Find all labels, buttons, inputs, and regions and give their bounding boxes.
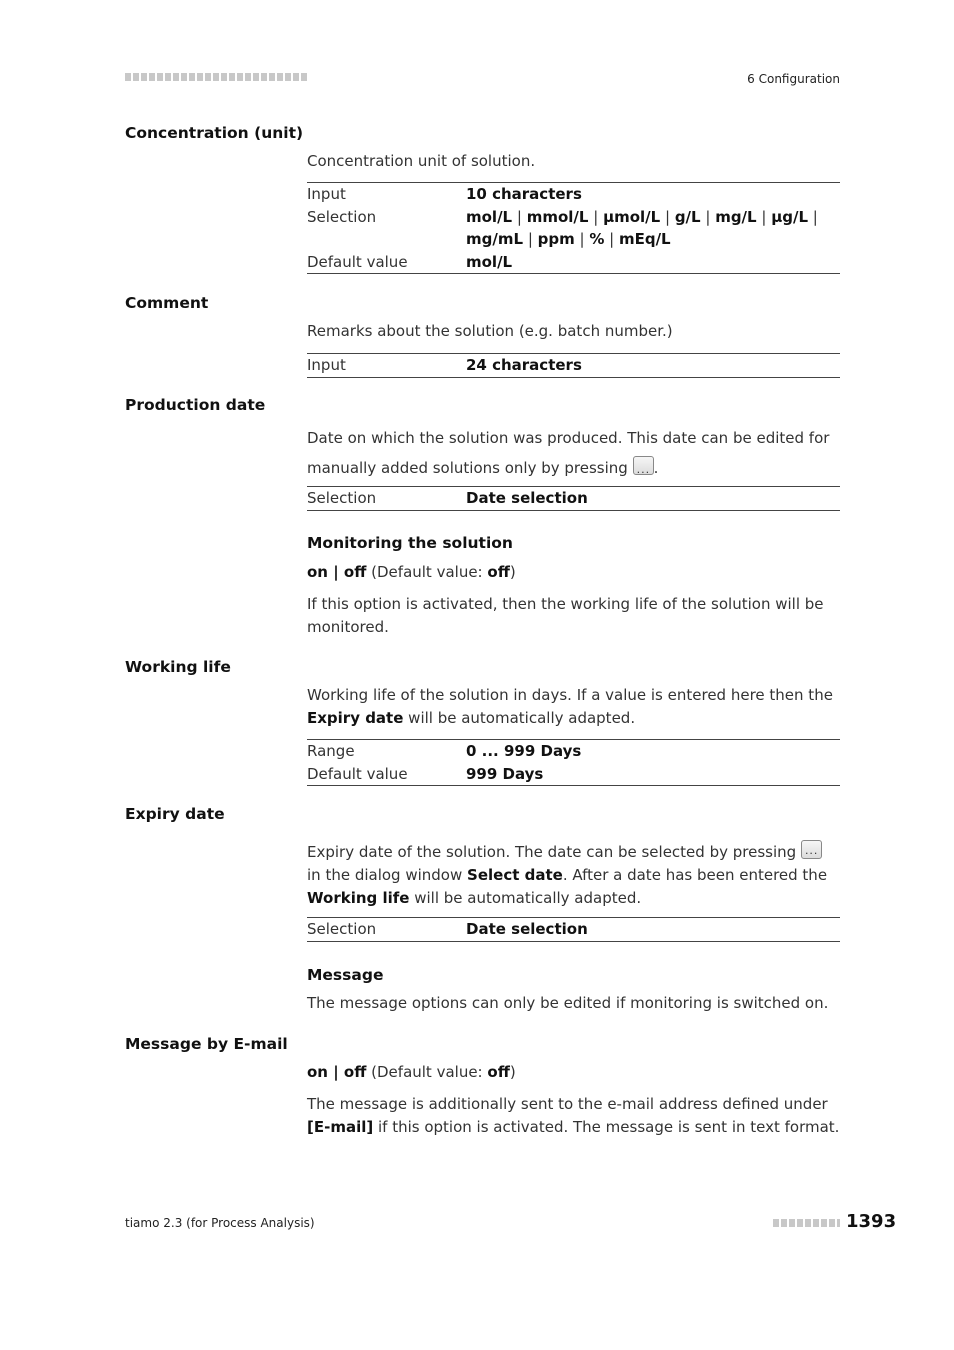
input-label: Input [307,356,346,374]
ellipsis-button-icon [633,456,654,475]
subhead-monitoring: Monitoring the solution [307,534,513,552]
input-value: 24 characters [466,356,582,374]
default-label: Default value [307,764,408,783]
working-life-description: Working life of the solution in days. If a value is entered here then the Expiry date will be automatically adapted. [307,686,833,727]
selection-value: Date selection [466,489,588,507]
section-title-concentration: Concentration (unit) [125,124,304,142]
unit-option: mmol/L [526,207,589,226]
message-email-toggle: on | off (Default value: off) [307,1063,516,1081]
unit-option: mol/L [466,207,513,226]
selection-value: Date selection [466,920,588,938]
unit-option: ppm [537,230,575,248]
unit-option: µmol/L [603,207,661,226]
header-decoration [125,73,307,81]
comment-table [307,353,840,378]
concentration-description: Concentration unit of solution. [307,152,536,170]
range-value: 0 ... 999 Days [466,742,582,760]
default-value: 999 Days [466,764,544,783]
chapter-title: 6 Configuration [747,72,840,86]
expiry-date-table [307,917,840,942]
default-label: Default value [307,252,408,271]
subhead-message: Message [307,966,384,984]
section-title-comment: Comment [125,294,209,312]
unit-option: mEq/L [618,230,671,248]
selection-label: Selection [307,920,377,938]
page-number: 1393 [846,1211,897,1232]
unit-option: mg/L [715,207,757,226]
section-title-expiry-date: Expiry date [125,805,225,823]
production-date-table [307,486,840,511]
expiry-date-description: Expiry date of the solution. The date can be selected by pressing ... in the dialog window Select date. After a date has been entered the Working life will be automatically adapted. [307,840,840,910]
unit-options: mol/L | mmol/L | µmol/L | g/L | mg/L | µg/L | mg/mL | ppm | % | mEq/L [466,207,818,248]
production-date-description: Date on which the solution was produced. This date can be edited for manually added solutions only by pressing ... . [307,423,840,483]
concentration-table [307,182,840,274]
footer-product: tiamo 2.3 (for Process Analysis) [125,1216,315,1230]
monitoring-description: If this option is activated, then the working life of the solution will be monitored. [307,595,824,636]
section-title-message-email: Message by E-mail [125,1035,288,1053]
message-description: The message options can only be edited if monitoring is switched on. [307,994,829,1012]
unit-option: mg/mL [466,230,524,248]
input-label: Input [307,185,346,203]
footer-decoration [773,1219,840,1227]
message-email-description: The message is additionally sent to the e-mail address defined under [E-mail] if this option is activated. The message is sent in text format. [307,1095,840,1136]
default-value: mol/L [466,252,513,271]
section-title-working-life: Working life [125,658,231,676]
unit-option: µg/L [771,207,808,226]
unit-option: % [589,230,605,248]
comment-description: Remarks about the solution (e.g. batch number.) [307,322,673,340]
selection-label: Selection [307,489,377,507]
monitoring-toggle: on | off (Default value: off) [307,563,516,581]
selection-label: Selection [307,207,377,226]
range-label: Range [307,742,355,760]
ellipsis-button-icon [801,840,822,859]
working-life-table [307,739,840,786]
section-title-production-date: Production date [125,396,266,414]
unit-option: g/L [674,207,701,226]
input-value: 10 characters [466,185,582,203]
